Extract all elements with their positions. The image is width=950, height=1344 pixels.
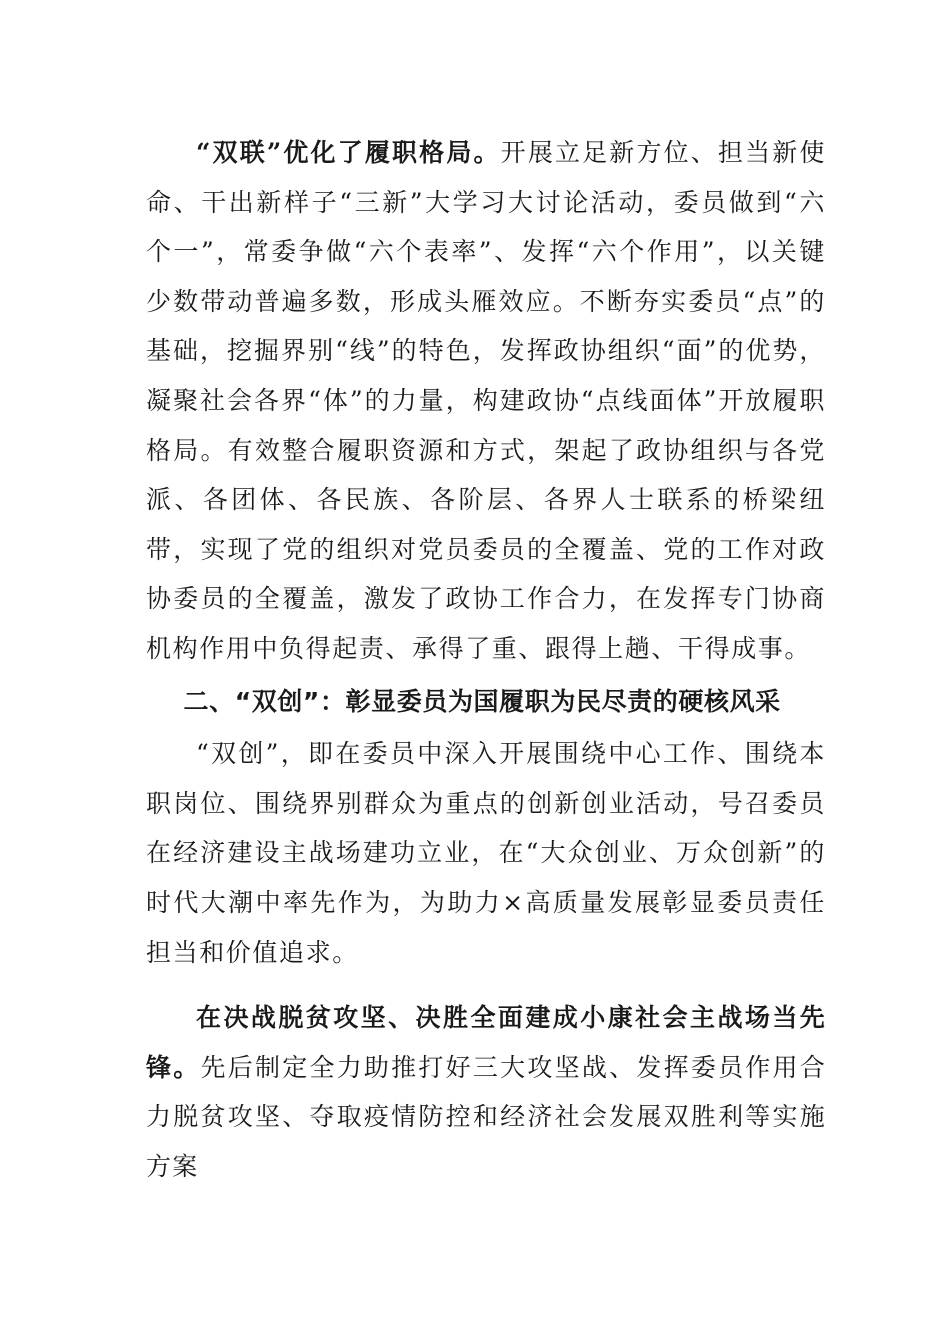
paragraph-body: 先后制定全力助推打好三大攻坚战、发挥委员作用合力脱贫攻坚、夺取疫情防控和经济社会发展双胜利等实施方案 [146, 1052, 826, 1181]
paragraph-lead-bold: “双联”优化了履职格局。 [196, 138, 501, 167]
paragraph-body: 开展立足新方位、担当新使命、干出新样子“三新”大学习大讨论活动，委员做到“六个一”，常委争做“六个表率”、发挥“六个作用”，以关键少数带动普遍多数，形成头雁效应。不断夯实委员“点”的基础，挖掘界别“线”的特色，发挥政协组织“面”的优势，凝聚社会各界“体”的力量，构建政协“点线面体”开放履职格局。有效整合履职资源和方式，架起了政协组织与各党派、各团体、各民族、各阶层、各界人士联系的桥梁纽带，实现了党的组织对党员委员的全覆盖、党的工作对政协委员的全覆盖，激发了政协工作合力，在发挥专门协商机构作用中负得起责、承得了重、跟得上趟、干得成事。 [146, 138, 826, 663]
paragraph-poverty-vanguard [146, 993, 826, 1191]
section-heading-shuangchuang: 二、“双创”：彰显委员为国履职为民尽责的硬核风采 [183, 686, 781, 716]
document-page [146, 128, 826, 1191]
paragraph-body: “双创”，即在委员中深入开展围绕中心工作、围绕本职岗位、围绕界别群众为重点的创新创业活动，号召委员在经济建设主战场建功立业，在“大众创业、万众创新”的时代大潮中率先作为，为助力×高质量发展彰显委员责任担当和价值追求。 [146, 739, 826, 967]
paragraph-shuangchuang-intro [146, 729, 826, 977]
paragraph-lead-bold: 在决战脱贫攻坚、决胜全面建成小康社会主战场当先锋。 [146, 1003, 826, 1082]
paragraph-shuanglian [146, 128, 826, 674]
